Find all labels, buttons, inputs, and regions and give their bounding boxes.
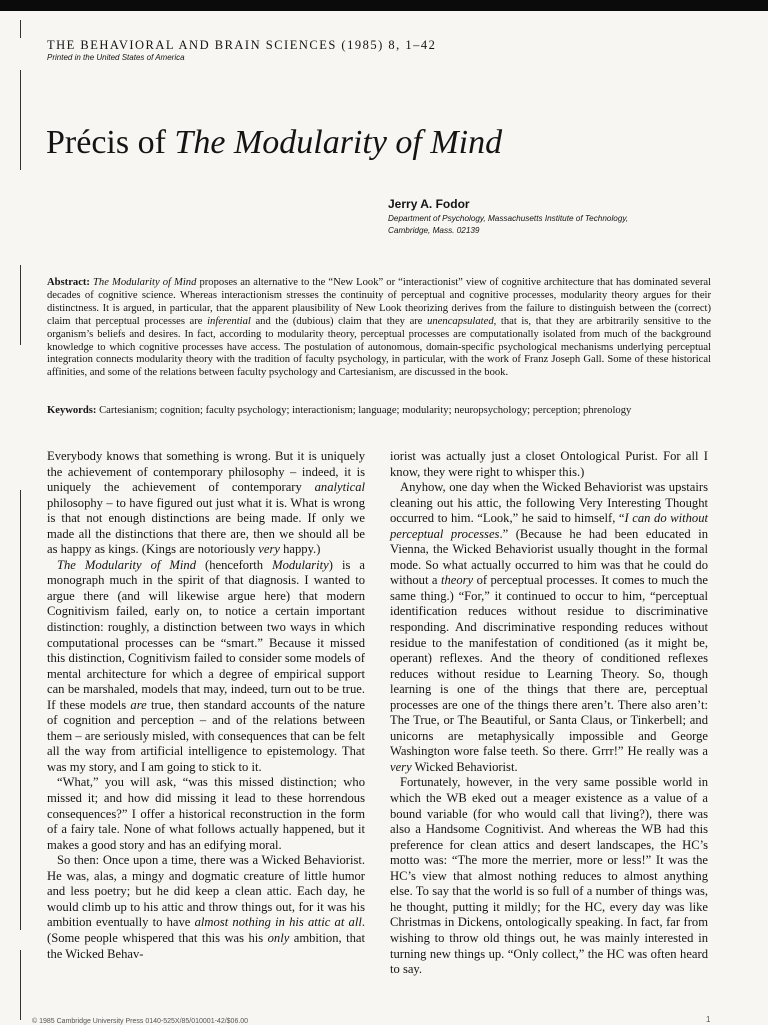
text-run: .” (Because he had been educated in Vienna, the Wicked Behaviorist usually thought in the formal mode. So what actually occurred to him was that he could do without a <box>390 526 708 588</box>
affiliation-line-1: Department of Psychology, Massachusetts Institute of Technology, <box>388 214 629 223</box>
margin-mark <box>20 265 21 345</box>
emphasis: Modularity <box>272 557 329 572</box>
abstract-text: , that is, that they are arbitrarily sensitive to the organism’s beliefs and desires. In fact, according to modularity theory, perceptual processes are computationally isolated from much of the background knowledge to which cognitive processes have access. The postulation of autonomous, domain-specific psychological mechanisms underlying perceptual integration connects modularity theory with the tradition of faculty psychology, in particular, with the work of Franz Joseph Gall. Some of these historical affinities, and some of the relations between faculty psychology and Cartesianism, are discussed in the book. <box>47 315 711 379</box>
printed-note: Printed in the United States of America <box>47 53 185 62</box>
emphasis: The Modularity of Mind <box>57 557 196 572</box>
body-column-right <box>390 449 708 978</box>
top-border <box>0 0 768 11</box>
page-title <box>46 124 502 162</box>
text-run: ambition, that the Wicked Behav- <box>47 930 365 961</box>
copyright-footer: © 1985 Cambridge University Press 0140-525X/85/010001-42/$06.00 <box>32 1018 249 1025</box>
author-affiliation <box>388 213 688 237</box>
body-column-left <box>47 449 365 962</box>
text-run: Anyhow, one day when the Wicked Behaviorist was upstairs cleaning out his attic, the following Very Interesting Thought occurred to him. “Look,” he said to himself, “ <box>390 480 708 526</box>
abstract-book-title: The Modularity of Mind <box>93 277 197 288</box>
keywords-text: Cartesianism; cognition; faculty psychology; interactionism; language; modularity; neuropsychology; perception; phrenology <box>96 405 632 416</box>
paragraph <box>47 558 365 776</box>
text-run: Wicked Behaviorist. <box>411 759 518 774</box>
text-run: So then: Once upon a time, there was a Wicked Behaviorist. He was, alas, a mingy and dogmatic creature of little humor and less poetry; but he did keep a clean attic. Each day, he would climb up to his attic and throw things out, for it was his ambition eventually to have <box>47 853 365 930</box>
emphasis: almost nothing in his attic at all <box>194 915 362 930</box>
emphasis: theory <box>440 573 474 588</box>
paragraph <box>47 449 365 558</box>
text-run: true, then standard accounts of the nature of cognition and perception – and of the relations between them – are seriously misled, with consequences that can be felt all the way from artificial intelligence to epistemology. That was my story, and I am going to stick to it. <box>47 697 366 774</box>
text-run: philosophy – to have figured out just what it is. What is wrong is that not enough distinctions are being made. If only we made all the distinctions that there are, then we should all be as happy as kings. (Kings are notoriously <box>47 495 365 557</box>
abstract <box>47 277 711 380</box>
paragraph: Fortunately, however, in the very same possible world in which the WB eked out a meager existence as a value of a bound variable (for who would call that living?), there was also a Handsome Cognitivist. And whereas the WB had this preference for clean attics and desert landscapes, the HC’s motto was: “The more the merrier, more or less!” It was the HC’s view that almost nothing reduces to almost anything else. To say that the world is so full of a number of things was, he thought, putting it mildly; for the HC, every day was like Christmas in Dickens, ontologically speaking. In fact, far from wishing to throw old things out, he was mainly interested in turning new things up. “Only collect,” the HC was often heard to say. <box>390 775 708 977</box>
margin-mark <box>20 20 21 38</box>
text-run: . (Some people whispered that this was his <box>47 915 366 945</box>
author-name: Jerry A. Fodor <box>388 197 470 211</box>
text-run: Everybody knows that something is wrong. But it is uniquely the achievement of contemporary philosophy – indeed, it is uniquely the achievement of contemporary <box>47 449 365 495</box>
paragraph <box>47 853 365 962</box>
paragraph: “What,” you will ask, “was this missed distinction; who missed it; and how did missing it lead to these horrendous consequences?” I offer a historical reconstruction in the form of a fairy tale. None of what follows actually happened, but it makes a good story and has an edifying moral. <box>47 775 365 852</box>
keywords-label: Keywords: <box>47 405 97 416</box>
title-prefix: Précis of <box>46 124 175 161</box>
journal-header: THE BEHAVIORAL AND BRAIN SCIENCES (1985) 8, 1–42 <box>47 38 437 52</box>
emphasis: I can do without perceptual processes <box>390 511 708 541</box>
margin-mark <box>20 490 21 930</box>
emphasis: very <box>390 759 412 774</box>
title-book: The Modularity of Mind <box>174 124 503 161</box>
abstract-text: proposes an alternative to the “New Look” or “interactionist” view of cognitive architecture that has dominated several decades of cognitive science. Whereas interactionism stresses the continuity of perceptual and cognitive processes, modularity theory argues for their distinctness. It is argued, in particular, that the apparent plausibility of New Look theorizing derives from the failure to distinguish between the (correct) claim that perceptual processes are <box>47 277 711 327</box>
emphasis: very <box>258 542 280 557</box>
emphasis: are <box>130 697 147 712</box>
page-number: 1 <box>706 1015 711 1024</box>
text-run: of perceptual processes. It comes to much the same thing.) “For,” it continued to occur to him, “perceptual identification reduces without residue to discriminative responding. And discriminative responding reduces without residue to the manifestation of conditioned (as it might be, operant) reflexes. And the theory of conditioned reflexes reduces without residue to Learning Theory. So, though learning is one of the things that there are, perceptual processes are one of the things there aren’t. There also aren’t: The True, or The Beautiful, or Santa Claus, or Tinkerbell; and unicorns are metaphysically impossible and George Washington wore false teeth. So there. Grrr!” He really was a <box>390 573 708 759</box>
paragraph: iorist was actually just a closet Ontological Purist. For all I know, they were right to whisper this.) <box>390 449 708 479</box>
emphasis: only <box>267 930 290 945</box>
margin-mark <box>20 950 21 1020</box>
affiliation-line-2: Cambridge, Mass. 02139 <box>388 226 480 235</box>
abstract-text: and the (dubious) claim that they are <box>250 315 428 327</box>
abstract-emphasis: inferential <box>207 315 251 327</box>
text-run: (henceforth <box>196 557 273 572</box>
paragraph <box>390 480 708 775</box>
text-run: ) is a monograph much in the spirit of that diagnosis. I wanted to argue there (and will likewise argue here) that modern Cognitivism failed, early on, to notice a certain important distinction: roughly, a distinction between two ways in which computational processes can be “smart.” Because it missed this distinction, Cognitivism failed to consider some models of mental architecture for which a degree of empirical support can be marshaled, models that may, indeed, turn out to be true. If these models <box>47 557 365 712</box>
margin-mark <box>20 70 21 170</box>
abstract-emphasis: unencapsulated <box>427 315 494 327</box>
keywords <box>47 405 711 418</box>
emphasis: analytical <box>314 480 365 495</box>
text-run: happy.) <box>279 542 321 557</box>
abstract-label: Abstract: <box>47 277 90 288</box>
